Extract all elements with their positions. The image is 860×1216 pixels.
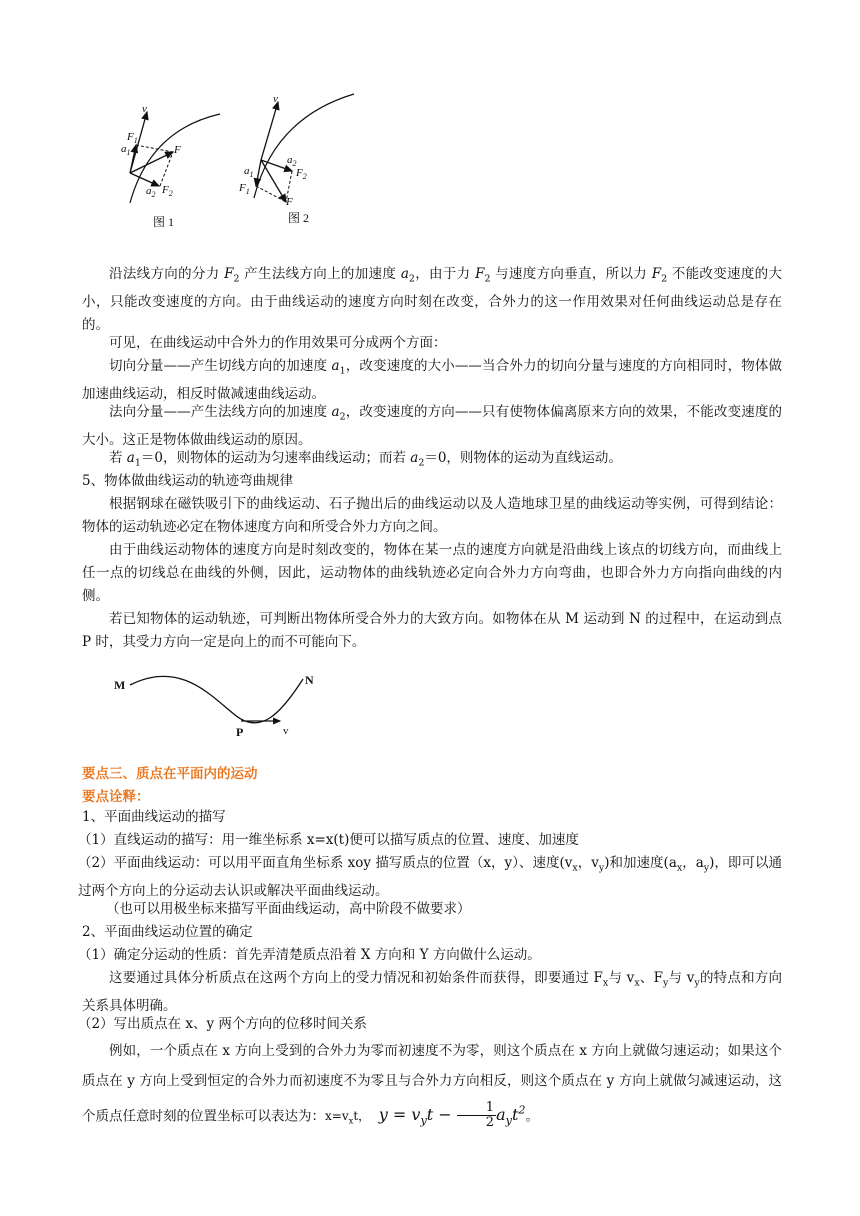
- item-2-1: （1）确定分运动的性质：首先弄清楚质点沿着 X 方向和 Y 方向做什么运动。: [78, 947, 541, 963]
- label-F: F: [174, 144, 181, 156]
- label-P: P: [236, 725, 244, 739]
- paragraph-trajectory-example: 若已知物体的运动轨迹，可判断出物体所受合外力的大致方向。如物体在从 M 运动到 N 的过程中，在运动到点 P 时，其受力方向一定是向上的而不可能向下。: [82, 611, 782, 650]
- item-1-2: （2）平面曲线运动：可以用平面直角坐标系 xoy 描写质点的位置（x，y）、速度($v_x$，$v_y$)和加速度($a_x$，$a_y$)，即可以通过两个方向上的分运动去认识或解决平面曲线运动。: [78, 855, 782, 899]
- svg-text:F2: $F_2$: [162, 184, 173, 198]
- paragraph-example: 例如，一个质点在 x 方向上受到的合外力为零而初速度不为零，则这个质点在 x 方向上就做匀速运动；如果这个质点在 y 方向上受到恒定的合外力而初速度不为零且与合外力方向相反，则这个质点在 y 方向上就做匀减速运动，这个质点任意时刻的位置坐标可以表达为：$x=v_xt$， $y = v_yt$ − $\frac{1}{2}$ $a_yt^2$。: [82, 1043, 782, 1131]
- label-F: F: [286, 196, 293, 208]
- x-equation: $x=v_xt$，: [325, 1109, 371, 1126]
- f2-arrow: [130, 173, 159, 186]
- figure-2-diagram: [234, 88, 364, 233]
- f1-arrow: [130, 145, 136, 173]
- paragraph-conditions: 若 $a_1=0$，则物体的运动为匀速率曲线运动；而若 $a_2=0$，则物体的运动为直线运动。: [109, 450, 622, 469]
- label-F2: F: [162, 184, 169, 196]
- svg-text:a2: $a_2$: [287, 154, 297, 168]
- svg-text:F2: $F_2$: [296, 167, 307, 181]
- label-a2: a: [287, 154, 293, 166]
- heading-2: 2、平面曲线运动位置的确定: [82, 924, 253, 940]
- svg-text:a1: $a_1$: [121, 143, 131, 157]
- svg-text:a1: $a_1$: [244, 165, 254, 179]
- label-F2: F: [296, 167, 303, 179]
- paragraph-conclusion: 根据钢球在磁铁吸引下的曲线运动、石子抛出后的曲线运动以及人造地球卫星的曲线运动等实例，可得到结论：物体的运动轨迹必定在物体速度方向和所受合外力方向之间。: [82, 496, 782, 535]
- label-M: M: [114, 678, 126, 692]
- item-1-1: （1）直线运动的描写：用一维坐标系 x=x(t)便可以描写质点的位置、速度、加速度: [78, 832, 579, 848]
- dashed-guide: [136, 145, 173, 152]
- figure-1-diagram: [110, 90, 230, 235]
- heading-5: 5、物体做曲线运动的轨迹弯曲规律: [82, 473, 294, 489]
- trajectory-curve: [130, 114, 220, 203]
- heading-1: 1、平面曲线运动的描写: [82, 809, 226, 825]
- svg-text:a2: $a_2$: [146, 185, 156, 199]
- figure-2-caption: 图 2: [288, 211, 310, 225]
- label-v: v: [142, 103, 147, 115]
- label-F1: F: [127, 131, 134, 143]
- svg-text:F1: $F_1$: [127, 131, 138, 145]
- label-v: v: [273, 93, 278, 105]
- label-N: N: [305, 673, 314, 687]
- trajectory-curve: [130, 676, 303, 723]
- section-3-title: 要点三、质点在平面内的运动: [82, 766, 258, 782]
- item-2-2: （2）写出质点在 x、y 两个方向的位移时间关系: [78, 1016, 367, 1032]
- velocity-arrow: [261, 102, 278, 160]
- fraction-half: $\frac{1}{2}$: [457, 1101, 496, 1130]
- paragraph-velocity-direction: 由于曲线运动物体的速度方向是时刻改变的，物体在某一点的速度方向就是沿曲线上该点的切线方向，而曲线上任一点的切线总在曲线的外侧，因此，运动物体的曲线轨迹必定向合外力方向弯曲，也即合外力方向指向曲线的内侧。: [82, 542, 782, 604]
- label-v: v: [283, 725, 289, 737]
- label-a1: a: [121, 143, 127, 155]
- label-a2: a: [146, 185, 152, 197]
- paragraph-normal: 法向分量——产生法线方向的加速度 $a_2$，改变速度的方向——只有使物体偏离原来方向的效果，不能改变速度的大小。这正是物体做曲线运动的原因。: [82, 404, 782, 448]
- figure-1-caption: 图 1: [153, 215, 175, 229]
- section-3-subtitle: 要点诠释：: [82, 789, 150, 805]
- trajectory-mpn-diagram: [110, 665, 330, 745]
- svg-text:F1: $F_1$: [239, 182, 250, 196]
- paragraph-normal-force: 沿法线方向的分力 $F_2$ 产生法线方向上的加速度 $a_2$，由于力 $F_2$ 与速度方向垂直，所以力 $F_2$ 不能改变速度的大小，只能改变速度的方向。由于曲线运动的速度方向时刻在改变，合外力的这一作用效果对任何曲线运动总是存在的。: [82, 266, 782, 333]
- trajectory-curve: [254, 94, 354, 198]
- paragraph-tangential: 切向分量——产生切线方向的加速度 $a_1$，改变速度的大小——当合外力的切向分量与速度的方向相同时，物体做加速曲线运动，相反时做减速曲线运动。: [82, 358, 782, 402]
- note-polar: （也可以用极坐标来描写平面曲线运动，高中阶段不做要求）: [106, 901, 471, 917]
- paragraph-analysis: 这要通过具体分析质点在这两个方向上的受力情况和初始条件而获得，即要通过 $F_x$与 $v_x$、$F_y$与 $v_y$的特点和方向关系具体明确。: [82, 970, 783, 1014]
- label-a1: a: [244, 165, 250, 177]
- label-F1: F: [239, 182, 246, 194]
- paragraph-two-aspects: 可见，在曲线运动中合外力的作用效果可分成两个方面：: [109, 335, 447, 351]
- y-equation: $y = v_yt$ − $\frac{1}{2}$ $a_yt^2$: [378, 1100, 526, 1131]
